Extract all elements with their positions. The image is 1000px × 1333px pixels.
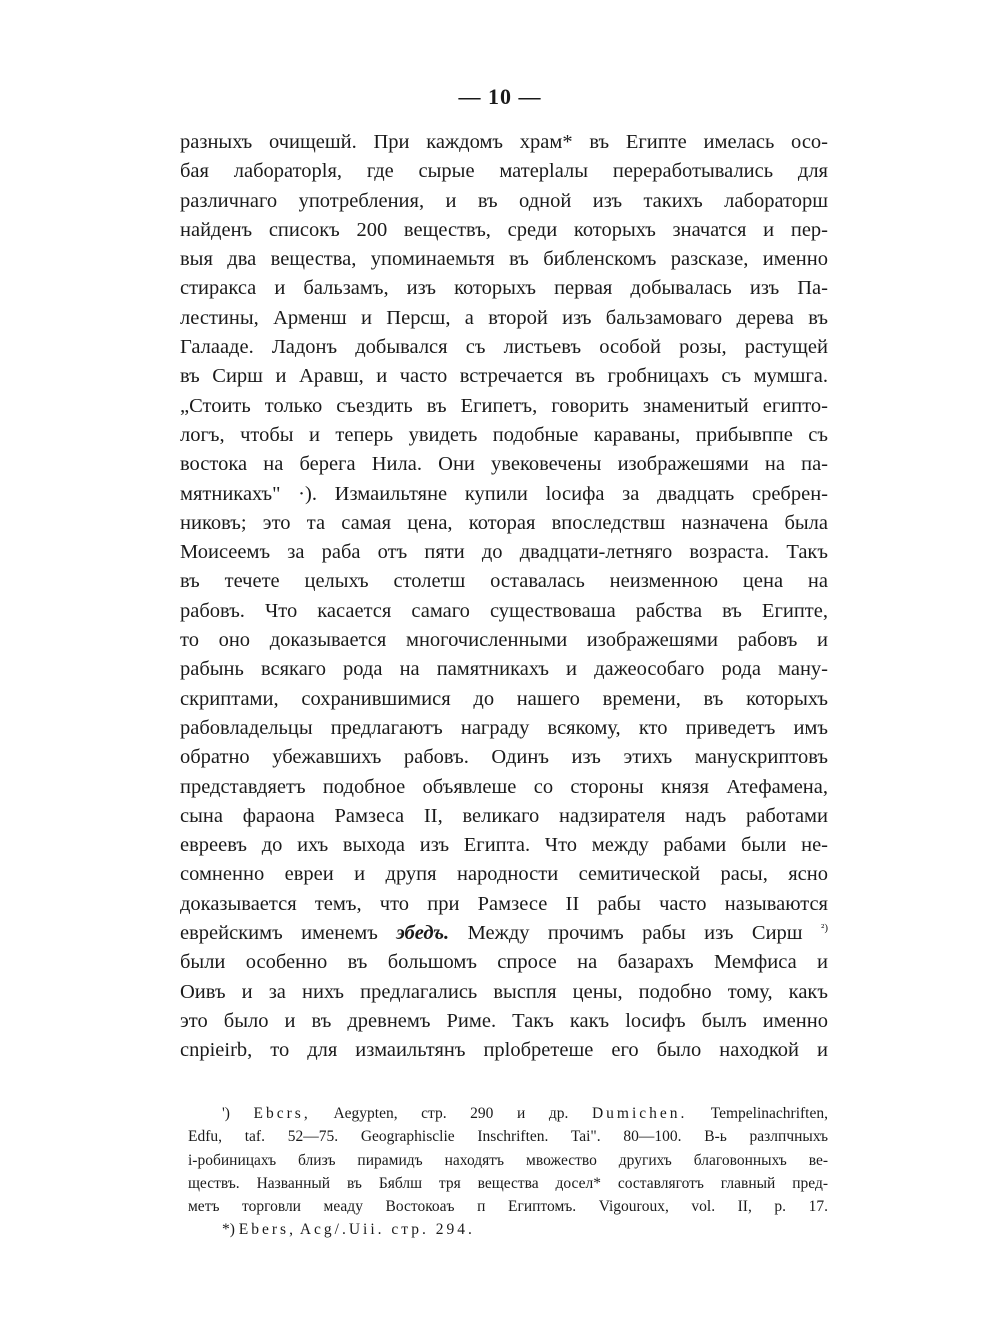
footnote-1-line: Edfu, taf. 52—75. Geographisclie Inschriften. Tai". 80—100. В-ь разлпчныхъ — [188, 1128, 828, 1146]
footnote-ref: ²) — [821, 922, 828, 935]
text-line: востока на берега Нила. Они увековечены изображешями на па- — [180, 453, 828, 476]
footnote-author: Dumichen. — [591, 1105, 688, 1122]
text-line: рабовладельцы предлагаютъ награду всякому, кто приведетъ имъ — [180, 716, 828, 739]
page-number: — 10 — — [458, 84, 542, 109]
footnote-author: Ebcrs, — [253, 1105, 311, 1122]
text-line: Моисеемъ за раба отъ пяти до двадцати-летняго возраста. Такъ — [180, 541, 828, 564]
footnote-text: Tempelinachriften, — [710, 1105, 828, 1122]
footnote-text: Aegypten, стр. 290 и др. — [333, 1105, 569, 1122]
text-line: лестины, Арменш и Персш, а второй изъ бальзамоваго дерева въ — [180, 306, 828, 329]
italic-term: эбедъ. — [396, 922, 450, 945]
text-line: въ Сирш и Аравш, и часто встречается въ гробницахъ съ мумшга. — [180, 365, 828, 388]
text-line: выя два вещества, упоминаемьтя въ библенскомъ разсказе, именно — [180, 248, 828, 271]
text-line: обратно убежавшихъ рабовъ. Одинъ изъ этихъ манускриптовъ — [180, 746, 828, 769]
footnote-author: Ebers, — [238, 1221, 296, 1239]
text-line: рабынь всякаго рода на памятникахъ и дажеособаго рода ману- — [180, 658, 828, 681]
text-line: Галааде. Ладонъ добывался съ листьевъ особой розы, растущей — [180, 336, 828, 359]
text-line: найденъ списокъ 200 веществъ, среди которыхъ значатся и пер- — [180, 218, 828, 241]
footnote-2-line — [188, 1218, 828, 1241]
text-line: мятникахъ" ·). Измаильтяне купили lосифа за двадцать сребрен- — [180, 482, 828, 505]
text-line: рабовъ. Что касается самаго существоваша рабства въ Египте, — [180, 599, 828, 622]
text-line-ebed — [180, 919, 828, 948]
body-text — [180, 128, 828, 1066]
text-line: сомненно евреи и друпя народности семитической расы, ясно — [180, 863, 828, 886]
text-line: „Стоить только съездить въ Египетъ, говорить знаменитый египто- — [180, 394, 828, 417]
text-line: евреевъ до ихъ выхода изъ Египта. Что между рабами были не- — [180, 834, 828, 857]
text-line: Оивъ и за нихъ предлагались выспля цены, подобно тому, какъ — [180, 980, 828, 1003]
footnote-1-line — [188, 1102, 828, 1125]
text-line: различнаго употребления, и въ одной изъ такихъ лабораторш — [180, 189, 828, 212]
footnote-1-line: метъ торговли меаду Востокоаъ п Египтомъ. Vigouroux, vol. II, p. 17. — [188, 1198, 828, 1216]
text-line: сына фараона Рамзеса II, великаго надзирателя надъ работами — [180, 804, 828, 827]
text-line: то оно доказывается многочисленными изображешями рабовъ и — [180, 629, 828, 652]
footnote-text: Acg/.Uii. стр. 294. — [299, 1221, 475, 1239]
text-fragment: Между прочимъ рабы изъ Сирш — [449, 922, 803, 945]
text-line: это было и въ древнемъ Риме. Такъ какъ lосифъ былъ именно — [180, 1009, 828, 1032]
text-line: разныхъ очищешй. При каждомъ храм* въ Египте имелась осо- — [180, 131, 828, 153]
text-fragment: еврейскимъ именемъ — [180, 922, 397, 945]
text-line: скриптами, сохранившимися до нашего времени, въ которыхъ — [180, 687, 828, 710]
text-line: стиракса и бальзамъ, изъ которыхъ первая добывалась изъ Па- — [180, 277, 828, 300]
text-line: доказывается темъ, что при Рамзесе II рабы часто называются — [180, 892, 828, 915]
text-line: бая лабораторlя, где сырые матерlалы переработывались для — [180, 160, 828, 183]
footnote-marker: ') — [222, 1105, 230, 1122]
footnote-marker: *) — [222, 1221, 235, 1239]
footnotes — [188, 1102, 828, 1242]
text-line: логъ, чтобы и теперь увидеть подобные караваны, прибывппе съ — [180, 423, 828, 446]
footnote-1-line: ществъ. Названный въ Бяблш тря вещества досел* составляготъ главный пред- — [188, 1174, 828, 1192]
text-line: cnpieirb, то для измаильтянъ прlобретеше его было находкой и — [180, 1039, 828, 1062]
footnote-1-line: i-робиницахъ близъ пирамидъ находятъ мвожество другихъ благовонныхъ ве- — [188, 1151, 828, 1169]
text-line: никовъ; это та самая цена, которая впоследствш назначена была — [180, 511, 828, 534]
text-line: въ течете целыхъ столетш оставалась неизменною цена на — [180, 570, 828, 593]
text-line: представдяетъ подобное объявлеше со стороны князя Атефамена, — [180, 775, 828, 798]
text-line: были особенно въ большомъ спросе на базарахъ Мемфиса и — [180, 951, 828, 974]
